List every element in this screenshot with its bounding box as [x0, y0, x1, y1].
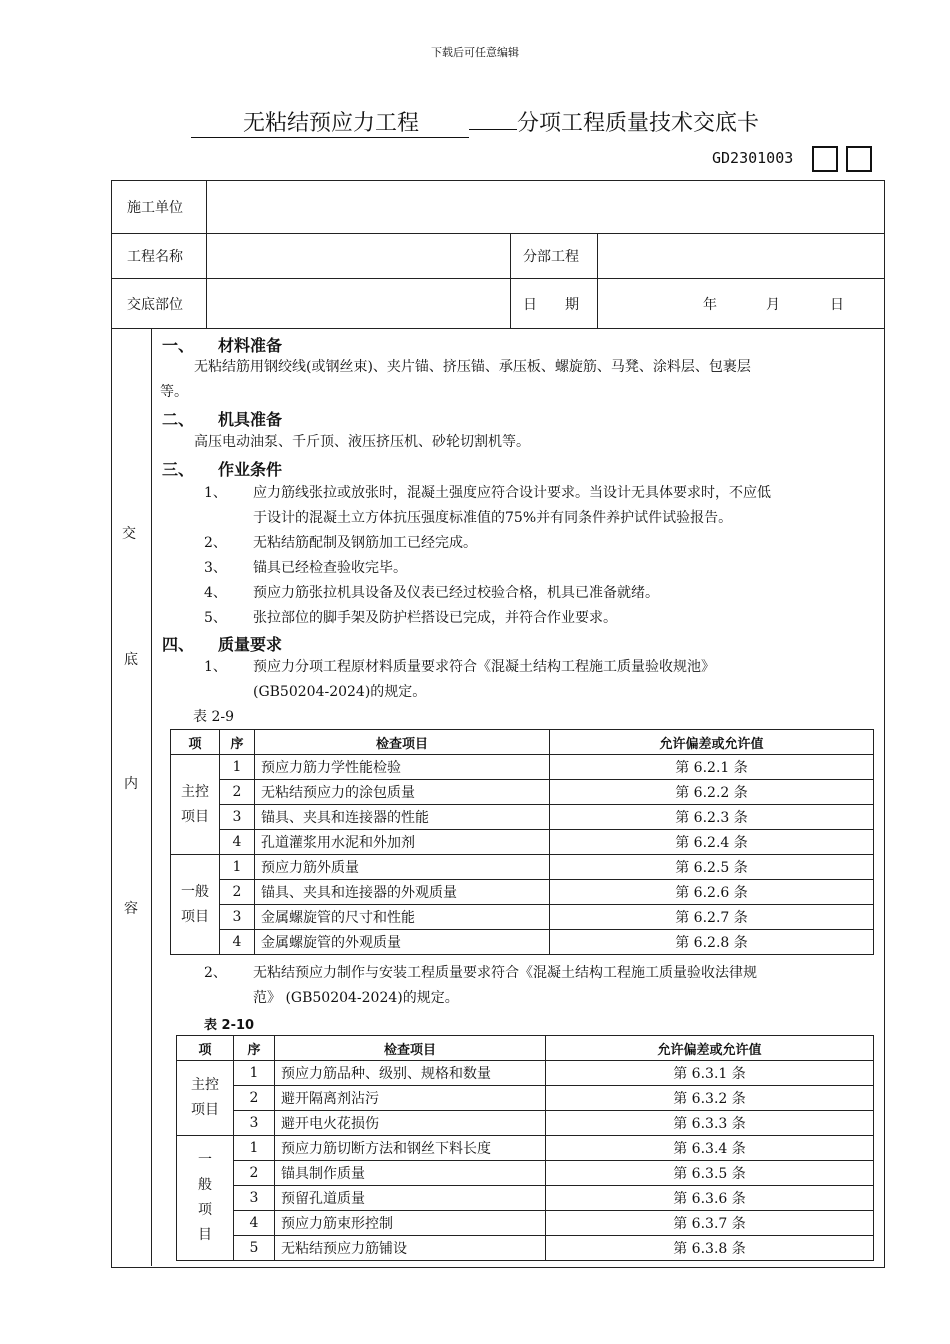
table-row	[171, 805, 874, 830]
list-item-number: 2、	[204, 965, 227, 981]
page-title	[0, 106, 950, 138]
table-caption: 表 2-10	[204, 1018, 255, 1033]
table-row	[177, 1211, 874, 1236]
column-header: 允许偏差或允许值	[546, 1036, 874, 1061]
column-header: 检查项目	[275, 1036, 546, 1061]
table-cell: 孔道灌浆用水泥和外加剂	[255, 830, 550, 855]
side-label-char: 交	[122, 526, 136, 542]
checkbox-1[interactable]	[812, 146, 838, 172]
project-name-label: 工程名称	[127, 249, 183, 265]
section-text: 无粘结筋用钢绞线(或钢丝束)、夹片锚、挤压锚、承压板、螺旋筋、马凳、涂料层、包裹层	[194, 359, 751, 375]
list-item-text: 预应力分项工程原材料质量要求符合《混凝土结构工程施工质量验收规池》	[253, 659, 715, 675]
table-cell: 预应力筋品种、级别、规格和数量	[275, 1061, 546, 1086]
list-item-text: 无粘结预应力制作与安装工程质量要求符合《混凝土结构工程施工质量验收法律规	[253, 965, 757, 981]
side-label-char: 容	[124, 901, 138, 917]
table-cell: 第 6.2.4 条	[550, 830, 874, 855]
table-cell: 第 6.3.2 条	[546, 1086, 874, 1111]
table-cell: 第 6.3.4 条	[546, 1136, 874, 1161]
table-cell: 锚具、夹具和连接器的性能	[255, 805, 550, 830]
table-header-row	[177, 1036, 874, 1061]
table-header-row	[171, 730, 874, 755]
table-row	[177, 1161, 874, 1186]
table-cell: 2	[220, 880, 255, 905]
date-label: 日 期	[523, 297, 579, 313]
list-item-number: 4、	[204, 585, 227, 601]
table-cell: 4	[220, 930, 255, 955]
table-row	[171, 855, 874, 880]
quality-table-2	[176, 1035, 874, 1261]
list-item-text: 于设计的混凝土立方体抗压强度标准值的75%并有同条件养护试件试验报告。	[253, 510, 733, 526]
table-row	[177, 1236, 874, 1261]
table-cell: 避开隔离剂沾污	[275, 1086, 546, 1111]
position-label: 交底部位	[127, 297, 183, 313]
section-title: 一、 材料准备	[162, 336, 283, 355]
table-row	[177, 1186, 874, 1211]
table-cell: 2	[234, 1161, 275, 1186]
table-row	[171, 755, 874, 780]
table-cell: 金属螺旋管的尺寸和性能	[255, 905, 550, 930]
title-underline-gap	[469, 129, 517, 130]
title-rest: 分项工程质量技术交底卡	[517, 111, 760, 136]
list-item-text: 应力筋线张拉或放张时，混凝土强度应符合设计要求。当设计无具体要求时，不应低	[253, 485, 771, 501]
subproject-field[interactable]	[601, 236, 881, 276]
list-item-number: 5、	[204, 610, 227, 626]
table-cell: 4	[220, 830, 255, 855]
position-field[interactable]	[210, 282, 506, 326]
divider	[111, 278, 884, 279]
divider	[206, 180, 207, 328]
table-cell: 4	[234, 1211, 275, 1236]
table-cell: 3	[234, 1111, 275, 1136]
list-item-text: (GB50204-2024)的规定。	[253, 684, 427, 700]
table-cell: 第 6.2.5 条	[550, 855, 874, 880]
table-cell: 预应力筋束形控制	[275, 1211, 546, 1236]
column-header: 项	[177, 1036, 234, 1061]
table-row	[177, 1086, 874, 1111]
list-item-text: 锚具已经检查验收完毕。	[253, 560, 407, 576]
table-cell: 5	[234, 1236, 275, 1261]
column-header: 项	[171, 730, 220, 755]
divider	[151, 328, 152, 1266]
table-caption: 表 2-9	[193, 709, 234, 725]
table-cell: 预应力筋外质量	[255, 855, 550, 880]
column-header: 序	[234, 1036, 275, 1061]
subproject-label: 分部工程	[523, 249, 579, 265]
group-label: 一般项目	[171, 855, 220, 955]
table-cell: 第 6.3.1 条	[546, 1061, 874, 1086]
table-cell: 预应力筋力学性能检验	[255, 755, 550, 780]
list-item-number: 2、	[204, 535, 227, 551]
table-cell: 第 6.3.6 条	[546, 1186, 874, 1211]
project-name-field[interactable]	[210, 236, 506, 276]
table-cell: 1	[234, 1136, 275, 1161]
column-header: 允许偏差或允许值	[550, 730, 874, 755]
table-cell: 2	[220, 780, 255, 805]
section-text: 等。	[160, 384, 188, 400]
table-cell: 无粘结预应力的涂包质量	[255, 780, 550, 805]
date-month: 月	[766, 297, 780, 313]
checkbox-2[interactable]	[846, 146, 872, 172]
list-item-text: 张拉部位的脚手架及防护栏搭设已完成，并符合作业要求。	[253, 610, 617, 626]
construction-unit-label: 施工单位	[127, 200, 183, 216]
table-row	[171, 880, 874, 905]
table-cell: 第 6.2.6 条	[550, 880, 874, 905]
date-day: 日	[830, 297, 844, 313]
document-code: GD2301003	[712, 149, 794, 167]
divider	[111, 233, 884, 234]
table-cell: 预应力筋切断方法和钢丝下料长度	[275, 1136, 546, 1161]
table-row	[177, 1061, 874, 1086]
column-header: 序	[220, 730, 255, 755]
table-cell: 2	[234, 1086, 275, 1111]
side-label-char: 底	[124, 652, 138, 668]
list-item-number: 1、	[204, 659, 227, 675]
table-cell: 1	[220, 855, 255, 880]
group-label: 主控项目	[171, 755, 220, 855]
table-cell: 第 6.3.8 条	[546, 1236, 874, 1261]
table-cell: 1	[234, 1061, 275, 1086]
table-cell: 避开电火花损伤	[275, 1111, 546, 1136]
table-cell: 无粘结预应力筋铺设	[275, 1236, 546, 1261]
table-cell: 3	[234, 1186, 275, 1211]
table-cell: 预留孔道质量	[275, 1186, 546, 1211]
table-row	[171, 830, 874, 855]
construction-unit-field[interactable]	[210, 184, 880, 230]
table-row	[171, 780, 874, 805]
list-item-text: 预应力筋张拉机具设备及仪表已经过校验合格，机具已准备就绪。	[253, 585, 659, 601]
table-row	[177, 1136, 874, 1161]
date-year: 年	[703, 297, 717, 313]
table-cell: 第 6.3.5 条	[546, 1161, 874, 1186]
section-title: 四、 质量要求	[162, 635, 283, 654]
table-cell: 3	[220, 805, 255, 830]
divider	[597, 233, 598, 328]
table-cell: 第 6.2.1 条	[550, 755, 874, 780]
title-underlined: 无粘结预应力工程	[191, 106, 469, 138]
table-cell: 锚具制作质量	[275, 1161, 546, 1186]
top-note: 下载后可任意编辑	[431, 46, 519, 59]
group-label: 一般项目	[177, 1136, 234, 1261]
list-item-number: 3、	[204, 560, 227, 576]
table-cell: 锚具、夹具和连接器的外观质量	[255, 880, 550, 905]
table-row	[177, 1111, 874, 1136]
list-item-number: 1、	[204, 485, 227, 501]
list-item-text: 无粘结筋配制及钢筋加工已经完成。	[253, 535, 477, 551]
table-row	[171, 930, 874, 955]
table-cell: 第 6.2.3 条	[550, 805, 874, 830]
section-title: 三、 作业条件	[162, 460, 283, 479]
table-cell: 1	[220, 755, 255, 780]
table-cell: 第 6.2.7 条	[550, 905, 874, 930]
section-text: 高压电动油泵、千斤顶、液压挤压机、砂轮切割机等。	[194, 434, 530, 450]
divider	[111, 328, 884, 329]
table-cell: 金属螺旋管的外观质量	[255, 930, 550, 955]
group-label: 主控项目	[177, 1061, 234, 1136]
table-cell: 第 6.2.2 条	[550, 780, 874, 805]
divider	[510, 233, 511, 328]
list-item-text: 范》 (GB50204-2024)的规定。	[253, 990, 459, 1006]
side-label-char: 内	[124, 776, 138, 792]
table-cell: 第 6.2.8 条	[550, 930, 874, 955]
table-cell: 第 6.3.3 条	[546, 1111, 874, 1136]
table-cell: 第 6.3.7 条	[546, 1211, 874, 1236]
table-cell: 3	[220, 905, 255, 930]
section-title: 二、 机具准备	[162, 410, 283, 429]
column-header: 检查项目	[255, 730, 550, 755]
quality-table-1	[170, 729, 874, 955]
table-row	[171, 905, 874, 930]
